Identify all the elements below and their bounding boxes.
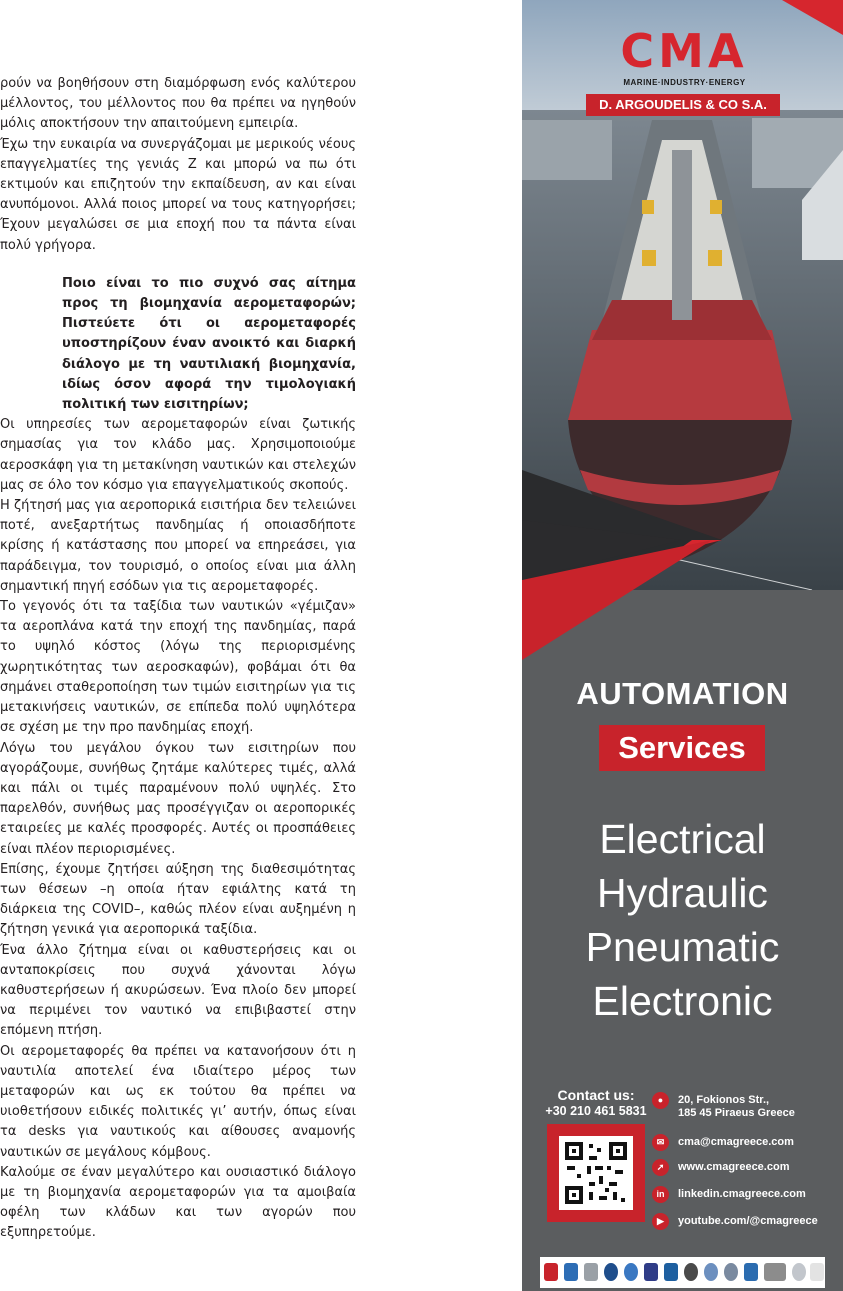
cma-advertisement: [522, 0, 843, 1291]
youtube-link[interactable]: youtube.com/@cmagreece: [678, 1215, 818, 1227]
ad-subheadline: Services: [599, 725, 765, 771]
youtube-icon: ▶: [652, 1213, 669, 1230]
certification-logo: [564, 1263, 578, 1281]
service-item: Electronic: [592, 978, 773, 1024]
certification-logo: [724, 1263, 738, 1281]
ship-dock-photo: [522, 0, 843, 590]
article-paragraph: Οι αερομεταφορές θα πρέπει να κατανοήσουν ότι η ναυτιλία αποτελεί ένα ιδιαίτερο μέρος των μεταφορών και ως εκ τούτου θα πρέπει να υιοθετήσουν ειδικές πολιτικές γι’ αυτήν, όπως είναι τα desks για ναυτικούς και αίθουσες αναμονής ναυτικών σε μεγάλους κόμβους.: [0, 1043, 356, 1160]
article-paragraph: Η ζήτησή μας για αεροπορικά εισιτήρια δεν τελειώνει ποτέ, ανεξαρτήτως πανδημίας ή οποιασδήποτε κρίσης ή κατάστασης που μπορεί να επηρεάσει, για παράδειγμα, τον τουρισμό, ο οποίος είναι μια άλλη σημαντική πηγή εσόδων για τις αερομεταφορές.: [0, 498, 356, 594]
certification-logo: [624, 1263, 638, 1281]
address-line: 20, Fokionos Str.,: [678, 1094, 770, 1106]
article-paragraph: Οι υπηρεσίες των αερομεταφορών είναι ζωτικής σημασίας για τον κλάδο μας. Χρησιμοποιούμε αεροσκάφη για τη μετακίνηση ναυτικών και στελεχών μας σε όλο τον κόσμο για επαγγελματικούς σκοπούς.: [0, 417, 356, 493]
article-paragraph: Λόγω του μεγάλου όγκου των εισιτηρίων που αγοράζουμε, συνήθως ζητάμε καλύτερες τιμές, αλλά και πάλι οι τιμές παραμένουν πολύ υψηλές. Στο παρελθόν, συνήθως μας προσέγγιζαν οι αεροπορικές εταιρείες με καλές προσφορές. Αυτές οι προσπάθειες είναι πλέον περιορισμένες.: [0, 740, 356, 857]
certification-logo: [810, 1263, 824, 1281]
certification-logo: [664, 1263, 678, 1281]
certification-logo: [764, 1263, 786, 1281]
email-link[interactable]: cma@cmagreece.com: [678, 1136, 794, 1148]
certification-logo: [744, 1263, 758, 1281]
ad-headline: AUTOMATION: [576, 676, 789, 711]
linkedin-link[interactable]: linkedin.cmagreece.com: [678, 1188, 806, 1200]
cursor-click-icon: ➚: [652, 1159, 669, 1176]
certification-logo: [792, 1263, 806, 1281]
article-paragraph: Έχω την ευκαιρία να συνεργάζομαι με μερικούς νέους επαγγελματίες της γενιάς Ζ και μπορώ να πω ότι εκτιμούν και επιζητούν την εκπαίδευση, αν και είναι ανυπόμονοι. Αλλά ποιος μπορεί να τους κατηγορήσει; Έχουν μεγαλώσει σε μια εποχή που τα πάντα είναι πολύ γρήγορα.: [0, 136, 356, 253]
cma-logo: CMA: [620, 24, 748, 78]
address-line: 185 45 Piraeus Greece: [678, 1107, 795, 1119]
article-column: [0, 74, 356, 1244]
services-list: [522, 812, 843, 1028]
certification-logo: [644, 1263, 658, 1281]
website-link[interactable]: www.cmagreece.com: [678, 1161, 790, 1173]
article-paragraph: Επίσης, έχουμε ζητήσει αύξηση της διαθεσιμότητας των θέσεων –η οποία ήταν εφιάλτης κατά τη διάρκεια της COVID–, καθώς πλέον είναι αυξημένη η ζήτηση γενικά για αεροπορικά ταξίδια.: [0, 861, 356, 938]
article-paragraph: Καλούμε σε έναν μεγαλύτερο και ουσιαστικό διάλογο με τη βιομηχανία αερομεταφορών για τα αμοιβαία οφέλη των κλάδων και των αγορών που εξυπηρετούμε.: [0, 1164, 356, 1241]
article-paragraph: Ένα άλλο ζήτημα είναι οι καθυστερήσεις και οι ανταποκρίσεις που συχνά χάνονται λόγω καθυστερήσεων ή ακυρώσεων. Ένα πλοίο δεν μπορεί να περιμένει τον ναυτικό να επιβιβαστεί στην επόμενη πτήση.: [0, 942, 356, 1039]
service-item: Pneumatic: [585, 924, 780, 970]
contact-title: Contact us:: [557, 1087, 635, 1103]
phone-number[interactable]: +30 210 461 5831: [545, 1104, 647, 1118]
contact-block: [540, 1087, 652, 1119]
article-paragraph: ρούν να βοηθήσουν στη διαμόρφωση ενός καλύτερου μέλλοντος, του μέλλοντος που θα πρέπει να ηγηθούν μόλις αποκτήσουν την απαιτούμενη εμπειρία.: [0, 76, 356, 132]
company-name: D. ARGOUDELIS & CO S.A.: [586, 94, 780, 116]
qr-code[interactable]: [559, 1136, 633, 1210]
certification-logo: [684, 1263, 698, 1281]
certification-logo: [604, 1263, 618, 1281]
service-item: Electrical: [599, 816, 766, 862]
certification-logo: [544, 1263, 558, 1281]
location-pin-icon: ●: [652, 1092, 669, 1109]
email-icon: ✉: [652, 1134, 669, 1151]
red-ribbon-accent: [522, 520, 843, 660]
linkedin-icon: in: [652, 1186, 669, 1203]
certification-logo: [584, 1263, 598, 1281]
qr-code-frame: [547, 1124, 645, 1222]
service-item: Hydraulic: [597, 870, 768, 916]
interview-question: Ποιο είναι το πιο συχνό σας αίτημα προς τη βιομηχανία αερομεταφορών; Πιστεύετε ότι οι αερομεταφορές υποστηρίζουν έναν ανοικτό και διαρκή διάλογο με τη ναυτιλιακή βιομηχανία, ιδίως όσον αφορά την τιμολογιακή πολιτική των εισιτηρίων;: [62, 275, 356, 413]
article-paragraph: Το γεγονός ότι τα ταξίδια των ναυτικών «γέμιζαν» τα αεροπλάνα κατά την εποχή της πανδημίας, παρά το υψηλό κόστος (λόγω της περιορισμένης χωρητικότητας των αεροσκαφών), φοβάμαι ότι θα σημάνει σταθεροποίηση των τιμών εισιτηρίων για τις μετακινήσεις ναυτικών, σε επίπεδα πολύ υψηλότερα σε σχέση με την προ πανδημίας εποχή.: [0, 599, 356, 736]
certification-logos-strip: [540, 1257, 825, 1288]
logo-tagline: MARINE·INDUSTRY·ENERGY: [623, 78, 746, 87]
certification-logo: [704, 1263, 718, 1281]
